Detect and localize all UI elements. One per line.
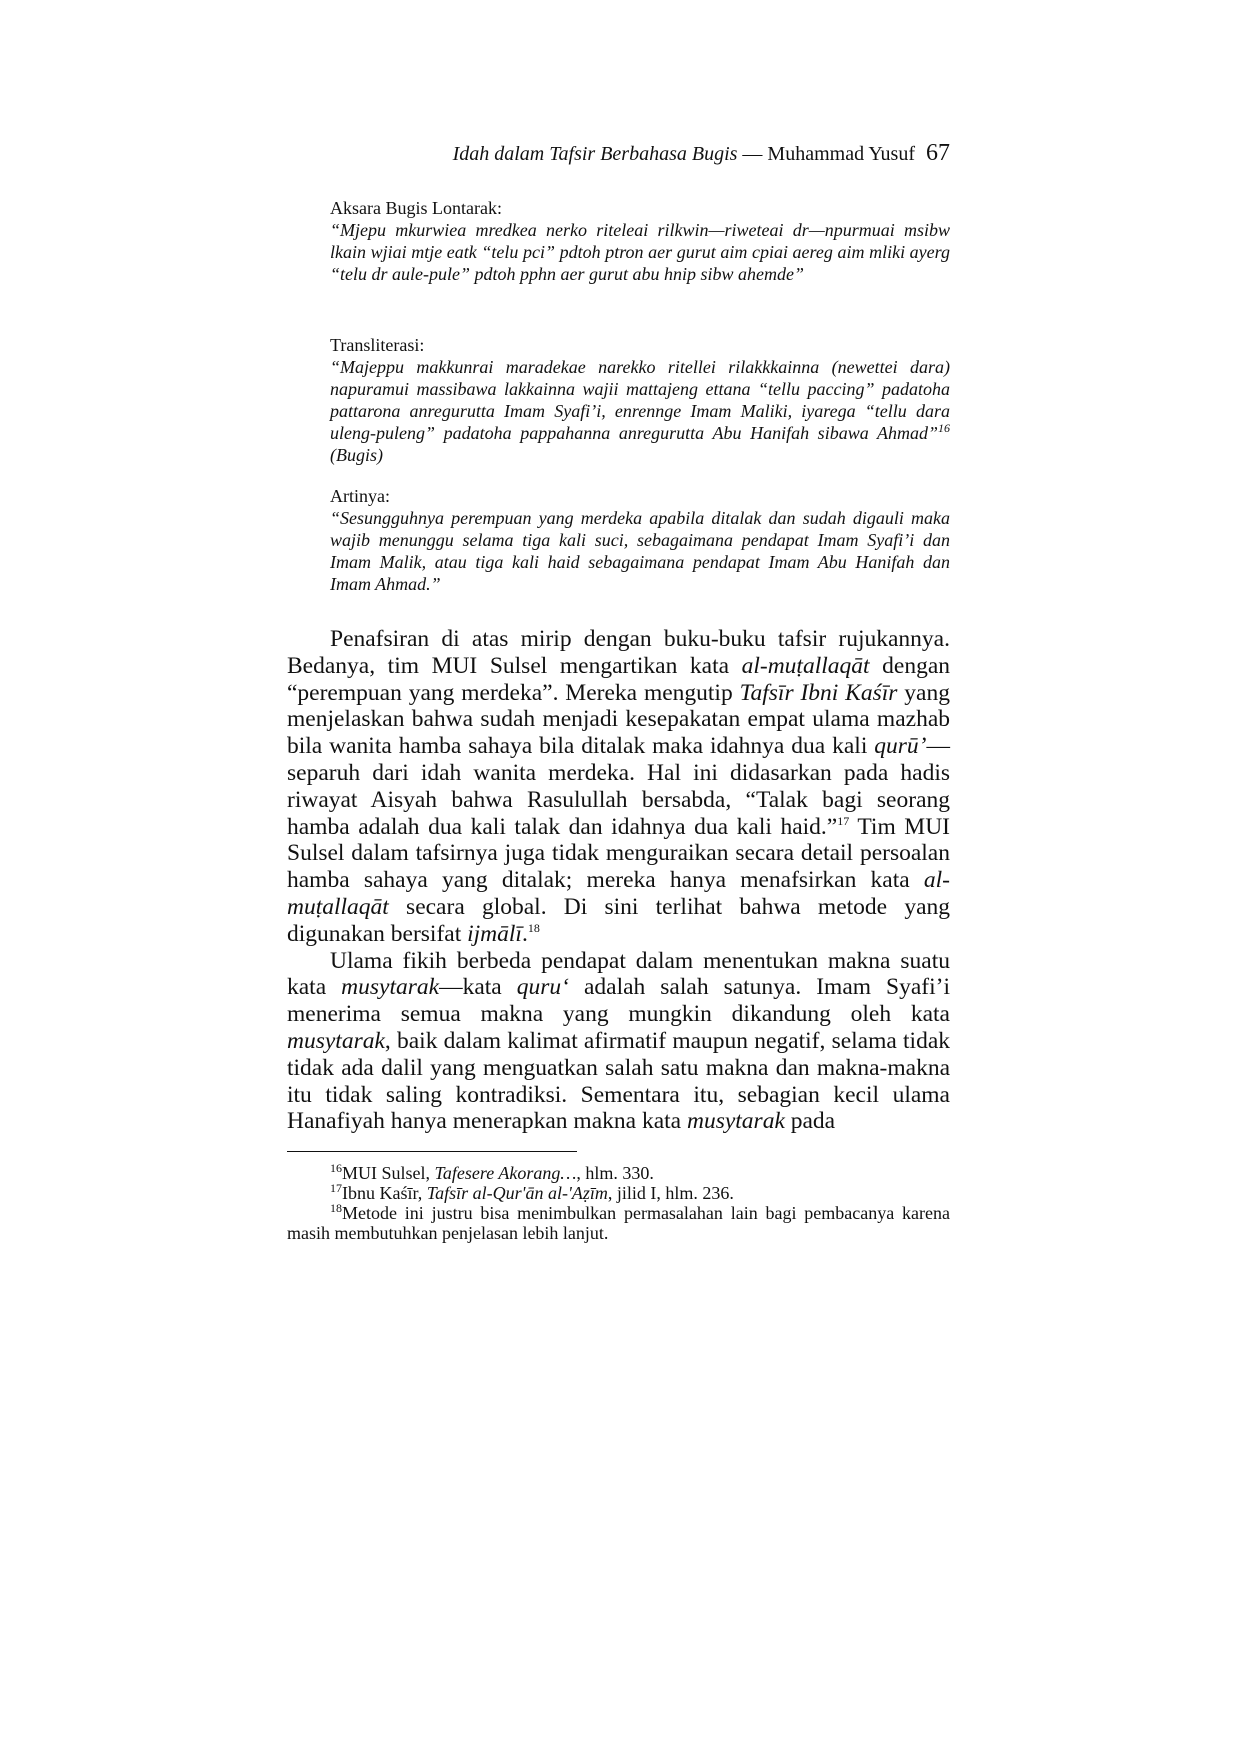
quote-block-lontarak: [330, 197, 950, 285]
quote-text: [330, 356, 950, 466]
italic-term: Tafsīr Ibni Kaśīr: [739, 679, 898, 706]
italic-term: musytarak: [686, 1108, 785, 1135]
italic-term: musytarak: [287, 1027, 385, 1054]
italic-term: musytarak: [341, 974, 440, 1001]
footnote-ref: 16: [938, 421, 950, 435]
text-run: Metode ini justru bisa menimbulkan permasalahan lain bagi pembacanya karena masih membutuhkan penjelasan lebih lanjut.: [287, 1203, 950, 1243]
footnote-ref: 18: [527, 920, 540, 935]
italic-term: Tafsīr al-Qur'ān al-'Aẓīm: [426, 1183, 608, 1203]
footnote-divider: [287, 1151, 577, 1152]
italic-term: Tafesere Akorang…: [434, 1163, 577, 1183]
italic-term: ijmālī: [467, 920, 522, 947]
italic-term: qurū’: [874, 733, 927, 760]
text-run: Tim MUI Sulsel dalam tafsirnya juga tidak menguraikan secara detail persoalan hamba sahaya yang ditalak; mereka hanya menafsirkan kata: [287, 813, 950, 894]
text-run: , jilid I, hlm. 236.: [607, 1183, 734, 1203]
italic-term: al-muṭallaqāt: [287, 867, 950, 920]
footnote: [287, 1183, 950, 1203]
quote-block-artinya: [330, 485, 950, 595]
italic-term: quru‘: [516, 974, 569, 1001]
text-run: adalah salah satunya. Imam Syafi’i menerima semua makna yang mungkin dikandung oleh kata: [287, 974, 951, 1028]
text-run: yang menjelaskan bahwa sudah menjadi kesepakatan empat ulama mazhab bila wanita hamba sahaya bila ditalak maka idahnya dua kali: [287, 679, 950, 760]
quote-text: “Mjepu mkurwiea mredkea nerko riteleai rilkwin—riweteai dr—npurmuai msibw lkain wjiai mtje eatk “telu pci” pdtoh ptron aer gurut aim cpiai aereg aim mliki ayerg “telu dr aule-pule” pdtoh pphn aer gurut abu hnip sibw ahemde”: [330, 220, 950, 284]
footnote-number: 17: [330, 1181, 342, 1195]
quote-text-body: “Majeppu makkunrai maradekae narekko ritellei rilakkkainna (newettei dara) napuramui massibawa lakkainna wajii mattajeng ettana “tellu paccing” padatoha pattarona anregurutta Imam Syafi’i, enrennge Imam Maliki, iyarega “tellu dara uleng-puleng” padatoha pappahanna anregurutta Abu Hanifah sibawa Ahmad”: [330, 357, 950, 443]
running-header: [290, 140, 950, 167]
text-run: .: [521, 920, 528, 947]
text-run: pada: [784, 1108, 836, 1135]
body-paragraph: [287, 626, 950, 948]
footnote: [287, 1203, 950, 1243]
text-run: secara global. Di sini terlihat bahwa metode yang digunakan bersifat: [287, 893, 950, 947]
footnotes: [287, 1163, 950, 1243]
body-paragraph: [287, 948, 950, 1136]
page-number: 67: [926, 140, 950, 166]
text-run: MUI Sulsel,: [342, 1163, 435, 1183]
footnote: [287, 1163, 950, 1183]
text-run: , baik dalam kalimat afirmatif maupun negatif, selama tidak tidak ada dalil yang menguatkan salah satu makna dan makna-makna itu tidak saling kontradiksi. Sementara itu, sebagian kecil ulama Hanafiyah hanya menerapkan makna kata: [287, 1027, 950, 1135]
body-text: [287, 626, 950, 1135]
running-header-separator: —: [737, 143, 768, 165]
footnote-ref: 17: [837, 813, 850, 828]
footnote-number: 18: [330, 1201, 342, 1215]
italic-term: al-muṭallaqāt: [741, 652, 870, 679]
quote-label: Aksara Bugis Lontarak:: [330, 198, 502, 218]
text-run: , hlm. 330.: [576, 1163, 654, 1183]
quote-label: Transliterasi:: [330, 335, 425, 355]
text-run: —kata: [439, 974, 517, 1001]
quote-label: Artinya:: [330, 486, 390, 506]
quote-block-transliterasi: [330, 334, 950, 466]
running-header-author: Muhammad Yusuf: [767, 143, 915, 165]
quote-text-suffix: (Bugis): [330, 445, 383, 465]
text-run: Ibnu Kaśīr,: [342, 1183, 427, 1203]
footnote-number: 16: [330, 1161, 342, 1175]
text-run: Ulama fikih berbeda pendapat dalam menentukan makna suatu kata: [287, 947, 950, 1001]
text-run: dengan “perempuan yang merdeka”. Mereka mengutip: [287, 652, 950, 706]
text-run: —separuh dari idah wanita merdeka. Hal ini didasarkan pada hadis riwayat Aisyah bahwa Rasulullah bersabda, “Talak bagi seorang hamba adalah dua kali talak dan idahnya dua kali haid.”: [287, 733, 950, 840]
text-run: Penafsiran di atas mirip dengan buku-buku tafsir rujukannya. Bedanya, tim MUI Sulsel mengartikan kata: [287, 626, 950, 679]
running-header-title: Idah dalam Tafsir Berbahasa Bugis: [452, 143, 738, 165]
quote-text: “Sesungguhnya perempuan yang merdeka apabila ditalak dan sudah digauli maka wajib menunggu selama tiga kali suci, sebagaimana pendapat Imam Syafi’i dan Imam Malik, atau tiga kali haid sebagaimana pendapat Imam Abu Hanifah dan Imam Ahmad.”: [330, 508, 950, 594]
